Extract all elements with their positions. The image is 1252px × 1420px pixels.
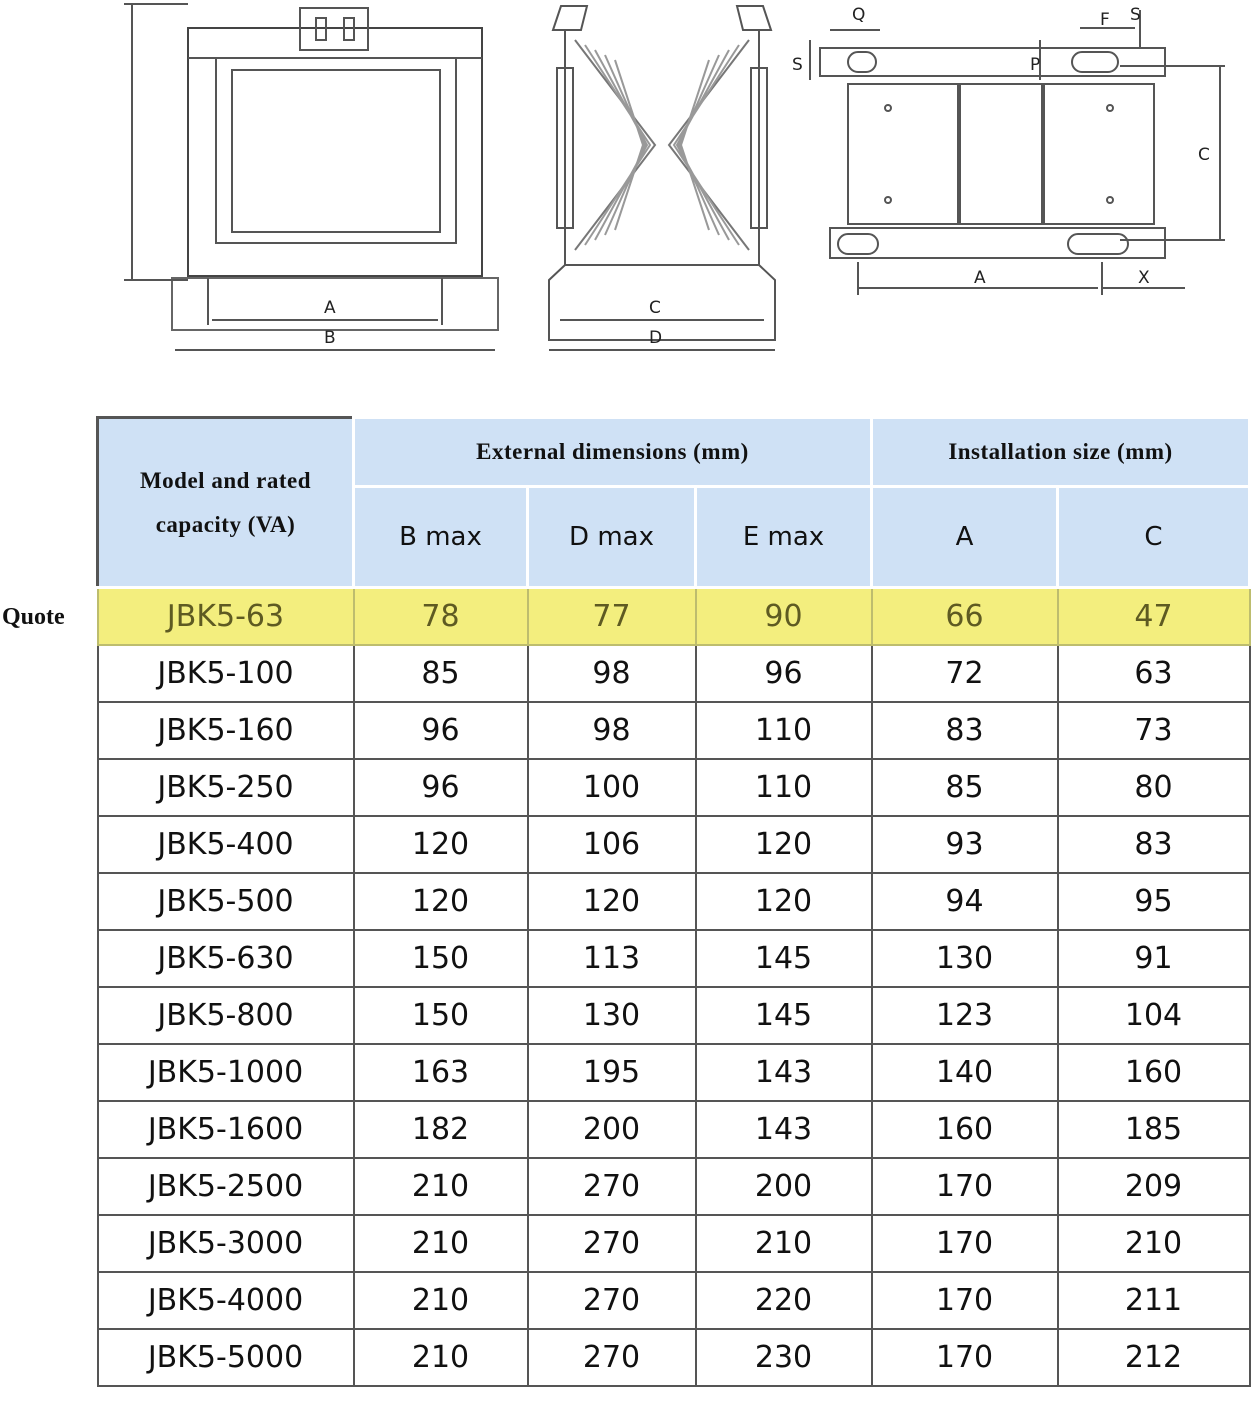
header-a: A [872, 487, 1058, 588]
cell-b-max: 120 [354, 873, 528, 930]
top-label-a: A [974, 268, 986, 288]
header-d-max: D max [528, 487, 696, 588]
table-row [98, 702, 1250, 759]
cell-d-max: 100 [528, 759, 696, 816]
quote-row-tag: Quote [2, 604, 65, 630]
cell-a: 170 [872, 1272, 1058, 1329]
cell-e-max: 220 [696, 1272, 872, 1329]
cell-b-max: 210 [354, 1215, 528, 1272]
cell-model: JBK5-63 [98, 588, 354, 646]
top-label-s-right: S [1130, 5, 1141, 25]
cell-c: 73 [1058, 702, 1250, 759]
cell-e-max: 200 [696, 1158, 872, 1215]
cell-c: 160 [1058, 1044, 1250, 1101]
cell-a: 170 [872, 1329, 1058, 1386]
top-label-p: P [1030, 55, 1041, 75]
cell-model: JBK5-100 [98, 645, 354, 702]
table-row [98, 1329, 1250, 1386]
cell-b-max: 210 [354, 1329, 528, 1386]
cell-e-max: 120 [696, 816, 872, 873]
cell-e-max: 110 [696, 759, 872, 816]
cell-b-max: 78 [354, 588, 528, 646]
side-label-c: C [649, 298, 661, 318]
cell-c: 209 [1058, 1158, 1250, 1215]
cell-model: JBK5-1600 [98, 1101, 354, 1158]
cell-d-max: 270 [528, 1215, 696, 1272]
cell-b-max: 120 [354, 816, 528, 873]
cell-e-max: 96 [696, 645, 872, 702]
cell-e-max: 145 [696, 930, 872, 987]
cell-c: 95 [1058, 873, 1250, 930]
cell-c: 91 [1058, 930, 1250, 987]
cell-c: 104 [1058, 987, 1250, 1044]
cell-d-max: 120 [528, 873, 696, 930]
cell-e-max: 143 [696, 1101, 872, 1158]
front-label-a: A [324, 298, 336, 318]
cell-d-max: 200 [528, 1101, 696, 1158]
cell-a: 140 [872, 1044, 1058, 1101]
cell-e-max: 230 [696, 1329, 872, 1386]
cell-c: 63 [1058, 645, 1250, 702]
cell-model: JBK5-630 [98, 930, 354, 987]
top-label-s-left: S [792, 55, 803, 75]
cell-a: 85 [872, 759, 1058, 816]
cell-a: 83 [872, 702, 1058, 759]
table-row [98, 987, 1250, 1044]
cell-b-max: 85 [354, 645, 528, 702]
header-b-max: B max [354, 487, 528, 588]
cell-e-max: 90 [696, 588, 872, 646]
header-c: C [1058, 487, 1250, 588]
cell-e-max: 120 [696, 873, 872, 930]
cell-a: 170 [872, 1158, 1058, 1215]
cell-c: 185 [1058, 1101, 1250, 1158]
cell-b-max: 150 [354, 987, 528, 1044]
front-label-b: B [324, 328, 336, 348]
spec-table [96, 416, 1251, 1387]
table-row [98, 1272, 1250, 1329]
cell-a: 93 [872, 816, 1058, 873]
top-label-q: Q [852, 5, 866, 25]
table-row [98, 873, 1250, 930]
cell-model: JBK5-400 [98, 816, 354, 873]
cell-model: JBK5-250 [98, 759, 354, 816]
header-e-max: E max [696, 487, 872, 588]
cell-c: 80 [1058, 759, 1250, 816]
top-label-c: C [1198, 145, 1210, 165]
cell-b-max: 96 [354, 702, 528, 759]
cell-model: JBK5-500 [98, 873, 354, 930]
header-installation-size: Installation size (mm) [872, 418, 1250, 487]
cell-d-max: 98 [528, 702, 696, 759]
cell-model: JBK5-4000 [98, 1272, 354, 1329]
cell-c: 83 [1058, 816, 1250, 873]
cell-a: 94 [872, 873, 1058, 930]
cell-c: 212 [1058, 1329, 1250, 1386]
cell-d-max: 106 [528, 816, 696, 873]
cell-a: 170 [872, 1215, 1058, 1272]
cell-b-max: 210 [354, 1272, 528, 1329]
cell-model: JBK5-800 [98, 987, 354, 1044]
cell-d-max: 113 [528, 930, 696, 987]
cell-d-max: 270 [528, 1158, 696, 1215]
cell-model: JBK5-5000 [98, 1329, 354, 1386]
table-row [98, 1101, 1250, 1158]
cell-a: 130 [872, 930, 1058, 987]
cell-model: JBK5-160 [98, 702, 354, 759]
cell-model: JBK5-1000 [98, 1044, 354, 1101]
cell-a: 72 [872, 645, 1058, 702]
cell-model: JBK5-3000 [98, 1215, 354, 1272]
header-model: Model and rated capacity (VA) [98, 418, 354, 588]
cell-a: 123 [872, 987, 1058, 1044]
cell-c: 47 [1058, 588, 1250, 646]
dimension-drawings [0, 0, 1252, 400]
table-row [98, 1158, 1250, 1215]
table-row [98, 1215, 1250, 1272]
cell-model: JBK5-2500 [98, 1158, 354, 1215]
cell-b-max: 96 [354, 759, 528, 816]
cell-d-max: 270 [528, 1329, 696, 1386]
table-row [98, 759, 1250, 816]
cell-e-max: 110 [696, 702, 872, 759]
cell-b-max: 150 [354, 930, 528, 987]
cell-e-max: 143 [696, 1044, 872, 1101]
cell-d-max: 195 [528, 1044, 696, 1101]
top-label-f: F [1100, 10, 1110, 30]
table-row [98, 645, 1250, 702]
cell-d-max: 98 [528, 645, 696, 702]
cell-d-max: 270 [528, 1272, 696, 1329]
cell-e-max: 210 [696, 1215, 872, 1272]
cell-b-max: 163 [354, 1044, 528, 1101]
top-view-drawing [790, 0, 1230, 310]
cell-c: 211 [1058, 1272, 1250, 1329]
cell-b-max: 182 [354, 1101, 528, 1158]
side-view-drawing [535, 0, 795, 370]
cell-a: 160 [872, 1101, 1058, 1158]
cell-e-max: 145 [696, 987, 872, 1044]
top-label-x: X [1138, 268, 1150, 288]
cell-a: 66 [872, 588, 1058, 646]
table-row [98, 930, 1250, 987]
table-row-highlighted [98, 588, 1250, 646]
header-external-dimensions: External dimensions (mm) [354, 418, 872, 487]
cell-d-max: 77 [528, 588, 696, 646]
cell-c: 210 [1058, 1215, 1250, 1272]
table-row [98, 1044, 1250, 1101]
side-label-d: D [649, 328, 663, 348]
table-row [98, 816, 1250, 873]
cell-d-max: 130 [528, 987, 696, 1044]
cell-b-max: 210 [354, 1158, 528, 1215]
